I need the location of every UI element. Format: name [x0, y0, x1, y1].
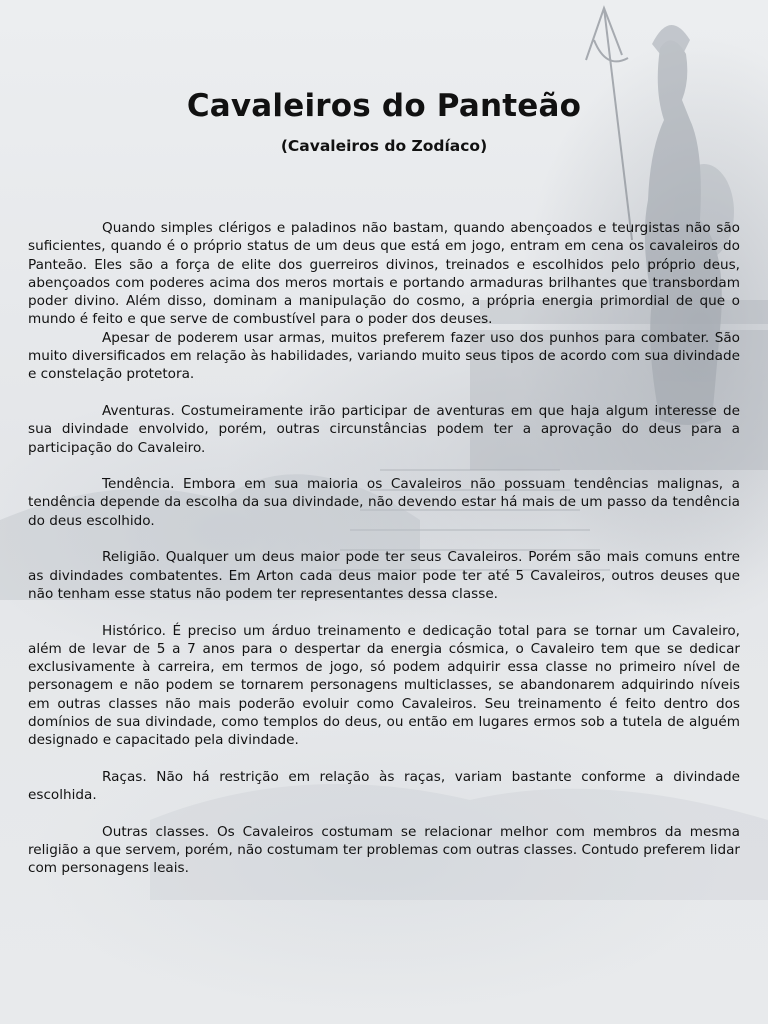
- paragraph-racas: Raças. Não há restrição em relação às raças, variam bastante conforme a divindade escolhida.: [28, 768, 740, 804]
- trident-illustration: [586, 8, 632, 240]
- paragraph-intro: Quando simples clérigos e paladinos não bastam, quando abençoados e teurgistas não são suficientes, quando é o próprio status de um deus que está em jogo, entram em cena os cavaleiros do Panteão. Eles são a força de elite dos guerreiros divinos, treinados e escolhidos pelo próprio deus, abençoados com poderes acima dos meros mortais e portando armaduras brilhantes que transbordam poder divino. Além disso, dominam a manipulação do cosmo, a própria energia primordial de que o mundo é feito e que serve de combustível para o poder dos deuses.: [28, 220, 740, 328]
- document-body: [28, 219, 740, 878]
- paragraph-tendencia: Tendência. Embora em sua maioria os Cavaleiros não possuam tendências malignas, a tendência depende da escolha da sua divindade, não devendo estar há mais de um passo da tendência do deus escolhido.: [28, 476, 740, 529]
- paragraph-religiao: Religião. Qualquer um deus maior pode ter seus Cavaleiros. Porém são mais comuns entre as divindades combatentes. Em Arton cada deus maior pode ter até 5 Cavaleiros, outros deuses que não tenham esse status não podem ter representantes dessa classe.: [28, 549, 740, 602]
- paragraph-weapons: Apesar de poderem usar armas, muitos preferem fazer uso dos punhos para combater. São muito diversificados em relação às habilidades, variando muito seus tipos de acordo com sua divindade e constelação protetora.: [28, 329, 740, 383]
- paragraph-outras-classes: Outras classes. Os Cavaleiros costumam se relacionar melhor com membros da mesma religião a que servem, porém, não costumam ter problemas com outras classes. Contudo preferem lidar com personagens leais.: [28, 823, 740, 877]
- document-title: Cavaleiros do Panteão: [186, 88, 582, 124]
- paragraph-aventuras: Aventuras. Costumeiramente irão participar de aventuras em que haja algum interesse de sua divindade envolvido, porém, outras circunstâncias podem ter a aprovação do deus para a participação do Cavaleiro.: [28, 402, 740, 456]
- paragraph-historico: Histórico. É preciso um árduo treinamento e dedicação total para se tornar um Cavaleiro, além de levar de 5 a 7 anos para o despertar da energia cósmica, o Cavaleiro tem que se dedicar exclusivamente à carreira, em termos de jogo, só podem adquirir essa classe no primeiro nível de personagem e não podem se tornarem personagens multiclasses, se abandonarem adquirindo níveis em outras classes não mais poderão evoluir como Cavaleiros. Seu treinamento é feito dentro dos domínios de sua divindade, como templos do deus, ou então em lugares ermos sob a tutela de alguém designado e capacitado pela divindade.: [28, 622, 740, 749]
- document-subtitle: (Cavaleiros do Zodíaco): [280, 137, 488, 155]
